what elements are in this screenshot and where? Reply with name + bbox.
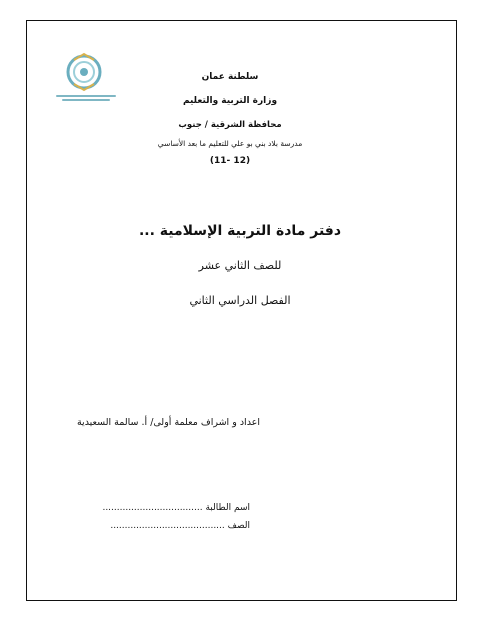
prepared-by: اعداد و اشراف معلمة أولى/ أ. سالمة السعيدية [76,417,260,428]
term-label: الفصل الدراسي الثاني [189,294,291,307]
student-name-field: اسم الطالبة ................................... [102,503,250,513]
page-border [26,20,457,601]
logo-caption [56,95,116,105]
ministry-logo-icon [62,50,106,94]
notebook-title: دفتر مادة التربية الإسلامية ... [138,223,342,239]
country-name: سلطنة عمان [201,72,259,82]
grade-range: (11- 12) [209,156,251,166]
governorate-name: محافظة الشرقية / جنوب [178,120,282,130]
grade-label: للصف الثاني عشر [198,259,282,272]
class-field: الصف ........................................ [110,521,250,531]
school-name: مدرسة بلاد بني بو علي للتعليم ما بعد الأساسي [157,139,303,148]
ministry-name: وزارة التربية والتعليم [182,96,278,106]
